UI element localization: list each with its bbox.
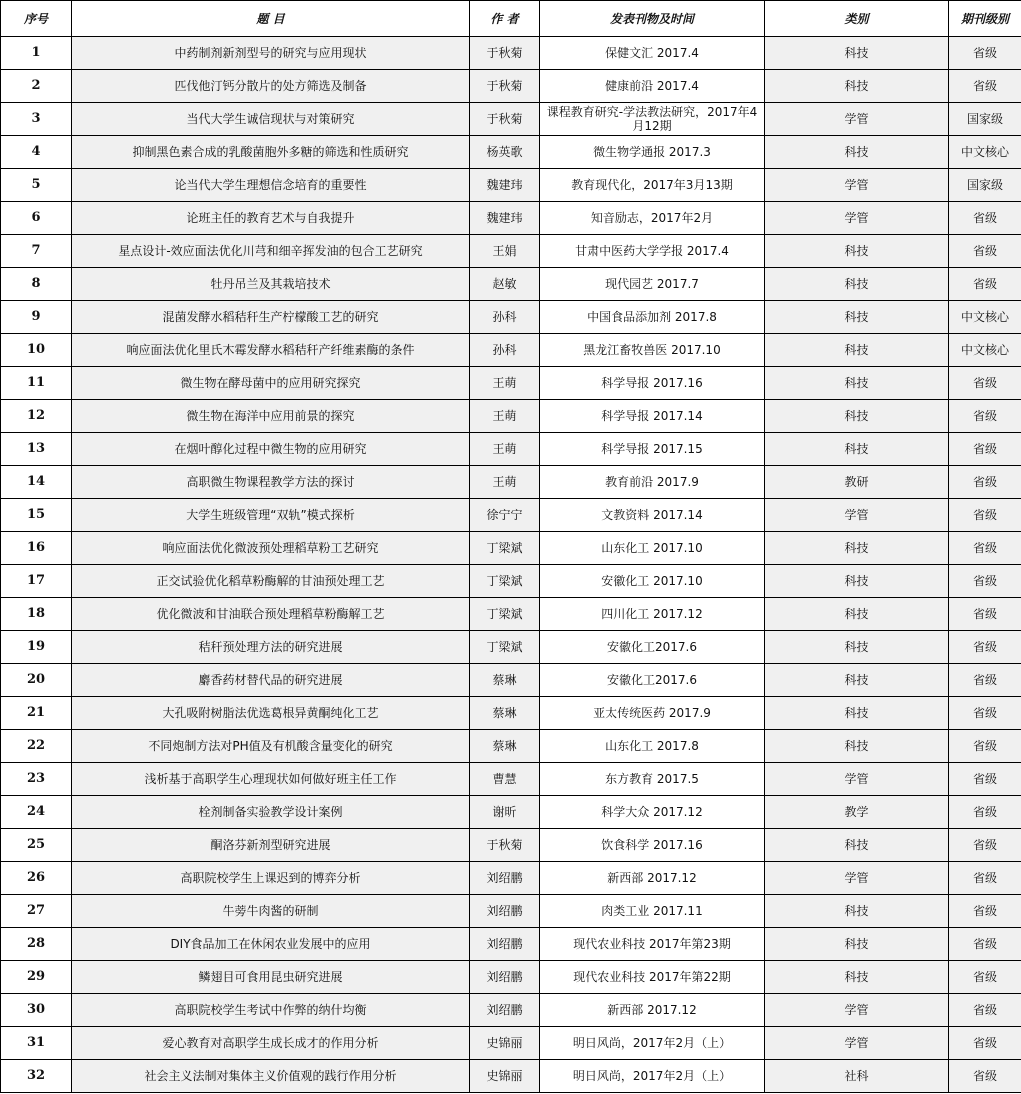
cell-category: 科技 xyxy=(765,631,949,664)
cell-journal: 科学导报 2017.16 xyxy=(540,367,765,400)
cell-category: 科技 xyxy=(765,730,949,763)
cell-level: 省级 xyxy=(949,763,1021,796)
cell-level: 省级 xyxy=(949,631,1021,664)
cell-seq: 6 xyxy=(1,202,72,235)
cell-author: 刘绍鹏 xyxy=(470,961,540,994)
cell-journal: 亚太传统医药 2017.9 xyxy=(540,697,765,730)
cell-category: 社科 xyxy=(765,1060,949,1093)
table-row xyxy=(1,433,1021,466)
cell-journal: 新西部 2017.12 xyxy=(540,994,765,1027)
cell-category: 科技 xyxy=(765,895,949,928)
cell-level: 省级 xyxy=(949,268,1021,301)
cell-category: 科技 xyxy=(765,928,949,961)
cell-author: 史锦丽 xyxy=(470,1027,540,1060)
cell-level: 省级 xyxy=(949,499,1021,532)
cell-author: 王萌 xyxy=(470,433,540,466)
cell-level: 中文核心 xyxy=(949,334,1021,367)
cell-seq: 4 xyxy=(1,136,72,169)
cell-seq: 8 xyxy=(1,268,72,301)
table-row xyxy=(1,400,1021,433)
cell-level: 省级 xyxy=(949,235,1021,268)
cell-seq: 20 xyxy=(1,664,72,697)
cell-seq: 10 xyxy=(1,334,72,367)
cell-seq: 32 xyxy=(1,1060,72,1093)
cell-category: 科技 xyxy=(765,268,949,301)
cell-journal: 微生物学通报 2017.3 xyxy=(540,136,765,169)
table-row xyxy=(1,1060,1021,1093)
cell-level: 省级 xyxy=(949,697,1021,730)
cell-title: 酮洛芬新剂型研究进展 xyxy=(72,829,470,862)
cell-author: 史锦丽 xyxy=(470,1060,540,1093)
cell-author: 徐宁宁 xyxy=(470,499,540,532)
cell-category: 科技 xyxy=(765,829,949,862)
cell-category: 科技 xyxy=(765,367,949,400)
cell-title: 浅析基于高职学生心理现状如何做好班主任工作 xyxy=(72,763,470,796)
cell-category: 科技 xyxy=(765,433,949,466)
cell-category: 学管 xyxy=(765,994,949,1027)
cell-author: 蔡琳 xyxy=(470,664,540,697)
cell-seq: 30 xyxy=(1,994,72,1027)
table-row xyxy=(1,202,1021,235)
table-row xyxy=(1,961,1021,994)
cell-category: 科技 xyxy=(765,598,949,631)
cell-journal: 山东化工 2017.10 xyxy=(540,532,765,565)
cell-author: 于秋菊 xyxy=(470,37,540,70)
cell-author: 于秋菊 xyxy=(470,103,540,136)
cell-journal: 安徽化工 2017.10 xyxy=(540,565,765,598)
cell-journal: 甘肃中医药大学学报 2017.4 xyxy=(540,235,765,268)
cell-seq: 31 xyxy=(1,1027,72,1060)
cell-journal: 安徽化工2017.6 xyxy=(540,664,765,697)
cell-seq: 13 xyxy=(1,433,72,466)
cell-author: 魏建玮 xyxy=(470,202,540,235)
cell-title: 匹伐他汀钙分散片的处方筛选及制备 xyxy=(72,70,470,103)
cell-author: 魏建玮 xyxy=(470,169,540,202)
cell-journal: 健康前沿 2017.4 xyxy=(540,70,765,103)
cell-author: 孙科 xyxy=(470,301,540,334)
cell-level: 省级 xyxy=(949,895,1021,928)
cell-category: 科技 xyxy=(765,235,949,268)
cell-seq: 12 xyxy=(1,400,72,433)
cell-author: 蔡琳 xyxy=(470,730,540,763)
cell-journal: 新西部 2017.12 xyxy=(540,862,765,895)
cell-seq: 27 xyxy=(1,895,72,928)
table-row xyxy=(1,862,1021,895)
header-row xyxy=(1,1,1021,37)
cell-author: 谢昕 xyxy=(470,796,540,829)
table-row xyxy=(1,136,1021,169)
cell-title: 星点设计-效应面法优化川芎和细辛挥发油的包合工艺研究 xyxy=(72,235,470,268)
cell-title: 麝香药材替代品的研究进展 xyxy=(72,664,470,697)
cell-journal: 保健文汇 2017.4 xyxy=(540,37,765,70)
cell-title: 牡丹吊兰及其栽培技术 xyxy=(72,268,470,301)
header-seq: 序号 xyxy=(1,1,72,37)
cell-title: 优化微波和甘油联合预处理稻草粉酶解工艺 xyxy=(72,598,470,631)
cell-journal: 饮食科学 2017.16 xyxy=(540,829,765,862)
cell-seq: 9 xyxy=(1,301,72,334)
cell-seq: 21 xyxy=(1,697,72,730)
cell-seq: 29 xyxy=(1,961,72,994)
cell-category: 科技 xyxy=(765,565,949,598)
cell-seq: 7 xyxy=(1,235,72,268)
table-row xyxy=(1,598,1021,631)
cell-category: 学管 xyxy=(765,499,949,532)
cell-level: 省级 xyxy=(949,598,1021,631)
cell-seq: 23 xyxy=(1,763,72,796)
table-row xyxy=(1,565,1021,598)
cell-author: 孙科 xyxy=(470,334,540,367)
cell-seq: 26 xyxy=(1,862,72,895)
cell-title: 高职院校学生上课迟到的博弈分析 xyxy=(72,862,470,895)
cell-level: 省级 xyxy=(949,1027,1021,1060)
cell-category: 科技 xyxy=(765,334,949,367)
cell-seq: 2 xyxy=(1,70,72,103)
cell-level: 国家级 xyxy=(949,103,1021,136)
table-row xyxy=(1,895,1021,928)
table-row xyxy=(1,631,1021,664)
table-row xyxy=(1,1027,1021,1060)
cell-title: 当代大学生诚信现状与对策研究 xyxy=(72,103,470,136)
table-row xyxy=(1,697,1021,730)
cell-journal: 知音励志，2017年2月 xyxy=(540,202,765,235)
cell-author: 刘绍鹏 xyxy=(470,862,540,895)
table-row xyxy=(1,169,1021,202)
cell-journal: 科学导报 2017.14 xyxy=(540,400,765,433)
table-row xyxy=(1,928,1021,961)
cell-seq: 24 xyxy=(1,796,72,829)
header-level: 期刊级别 xyxy=(949,1,1021,37)
table-row xyxy=(1,367,1021,400)
cell-level: 国家级 xyxy=(949,169,1021,202)
cell-seq: 16 xyxy=(1,532,72,565)
cell-journal: 明日风尚，2017年2月（上） xyxy=(540,1060,765,1093)
cell-title: 正交试验优化稻草粉酶解的甘油预处理工艺 xyxy=(72,565,470,598)
cell-seq: 18 xyxy=(1,598,72,631)
cell-journal: 山东化工 2017.8 xyxy=(540,730,765,763)
table-row xyxy=(1,664,1021,697)
cell-author: 丁梁斌 xyxy=(470,598,540,631)
cell-level: 省级 xyxy=(949,400,1021,433)
cell-journal: 黑龙江畜牧兽医 2017.10 xyxy=(540,334,765,367)
cell-category: 学管 xyxy=(765,763,949,796)
cell-title: 响应面法优化里氏木霉发酵水稻秸秆产纤维素酶的条件 xyxy=(72,334,470,367)
table-row xyxy=(1,235,1021,268)
cell-title: 微生物在海洋中应用前景的探究 xyxy=(72,400,470,433)
cell-journal: 现代园艺 2017.7 xyxy=(540,268,765,301)
cell-seq: 25 xyxy=(1,829,72,862)
cell-journal: 肉类工业 2017.11 xyxy=(540,895,765,928)
cell-journal: 文教资料 2017.14 xyxy=(540,499,765,532)
cell-author: 于秋菊 xyxy=(470,829,540,862)
cell-author: 刘绍鹏 xyxy=(470,928,540,961)
cell-category: 科技 xyxy=(765,136,949,169)
table-row xyxy=(1,532,1021,565)
cell-author: 刘绍鹏 xyxy=(470,895,540,928)
cell-author: 王萌 xyxy=(470,466,540,499)
cell-journal: 安徽化工2017.6 xyxy=(540,631,765,664)
cell-title: 高职院校学生考试中作弊的纳什均衡 xyxy=(72,994,470,1027)
cell-seq: 14 xyxy=(1,466,72,499)
cell-level: 中文核心 xyxy=(949,301,1021,334)
header-journal: 发表刊物及时间 xyxy=(540,1,765,37)
table-row xyxy=(1,829,1021,862)
cell-category: 学管 xyxy=(765,862,949,895)
cell-seq: 1 xyxy=(1,37,72,70)
cell-category: 教研 xyxy=(765,466,949,499)
cell-journal: 科学大众 2017.12 xyxy=(540,796,765,829)
cell-level: 省级 xyxy=(949,466,1021,499)
table-row xyxy=(1,37,1021,70)
cell-author: 赵敏 xyxy=(470,268,540,301)
header-title: 题 目 xyxy=(72,1,470,37)
cell-seq: 19 xyxy=(1,631,72,664)
cell-title: 大学生班级管理“双轨”模式探析 xyxy=(72,499,470,532)
cell-title: 混菌发酵水稻秸秆生产柠檬酸工艺的研究 xyxy=(72,301,470,334)
cell-seq: 17 xyxy=(1,565,72,598)
cell-author: 王萌 xyxy=(470,400,540,433)
cell-title: 社会主义法制对集体主义价值观的践行作用分析 xyxy=(72,1060,470,1093)
cell-seq: 3 xyxy=(1,103,72,136)
cell-level: 省级 xyxy=(949,37,1021,70)
cell-journal: 科学导报 2017.15 xyxy=(540,433,765,466)
cell-title: 高职微生物课程教学方法的探讨 xyxy=(72,466,470,499)
cell-title: 论当代大学生理想信念培育的重要性 xyxy=(72,169,470,202)
cell-category: 学管 xyxy=(765,103,949,136)
cell-title: 秸秆预处理方法的研究进展 xyxy=(72,631,470,664)
cell-level: 省级 xyxy=(949,565,1021,598)
cell-seq: 5 xyxy=(1,169,72,202)
cell-level: 省级 xyxy=(949,862,1021,895)
cell-category: 科技 xyxy=(765,961,949,994)
cell-title: 在烟叶醇化过程中微生物的应用研究 xyxy=(72,433,470,466)
cell-author: 丁梁斌 xyxy=(470,532,540,565)
cell-author: 曹慧 xyxy=(470,763,540,796)
table-row xyxy=(1,466,1021,499)
cell-author: 王娟 xyxy=(470,235,540,268)
cell-level: 省级 xyxy=(949,532,1021,565)
table-row xyxy=(1,499,1021,532)
cell-journal: 教育前沿 2017.9 xyxy=(540,466,765,499)
cell-level: 省级 xyxy=(949,796,1021,829)
cell-level: 省级 xyxy=(949,367,1021,400)
cell-category: 学管 xyxy=(765,202,949,235)
cell-title: 牛蒡牛肉酱的研制 xyxy=(72,895,470,928)
cell-category: 教学 xyxy=(765,796,949,829)
cell-journal: 中国食品添加剂 2017.8 xyxy=(540,301,765,334)
cell-level: 省级 xyxy=(949,994,1021,1027)
table-row xyxy=(1,301,1021,334)
cell-category: 科技 xyxy=(765,664,949,697)
table-row xyxy=(1,103,1021,136)
table-row xyxy=(1,763,1021,796)
cell-level: 省级 xyxy=(949,730,1021,763)
cell-category: 科技 xyxy=(765,697,949,730)
cell-level: 省级 xyxy=(949,202,1021,235)
cell-category: 科技 xyxy=(765,532,949,565)
cell-seq: 28 xyxy=(1,928,72,961)
table-row xyxy=(1,796,1021,829)
cell-title: DIY食品加工在休闲农业发展中的应用 xyxy=(72,928,470,961)
table-row xyxy=(1,334,1021,367)
cell-level: 省级 xyxy=(949,664,1021,697)
cell-level: 省级 xyxy=(949,961,1021,994)
table-row xyxy=(1,730,1021,763)
cell-author: 于秋菊 xyxy=(470,70,540,103)
cell-title: 响应面法优化微波预处理稻草粉工艺研究 xyxy=(72,532,470,565)
cell-title: 爱心教育对高职学生成长成才的作用分析 xyxy=(72,1027,470,1060)
header-category: 类别 xyxy=(765,1,949,37)
table-row xyxy=(1,268,1021,301)
cell-author: 杨英歌 xyxy=(470,136,540,169)
cell-category: 科技 xyxy=(765,400,949,433)
cell-title: 中药制剂新剂型号的研究与应用现状 xyxy=(72,37,470,70)
cell-level: 省级 xyxy=(949,70,1021,103)
cell-category: 科技 xyxy=(765,37,949,70)
cell-title: 栓剂制备实验教学设计案例 xyxy=(72,796,470,829)
cell-level: 省级 xyxy=(949,928,1021,961)
cell-title: 论班主任的教育艺术与自我提升 xyxy=(72,202,470,235)
cell-journal: 教育现代化，2017年3月13期 xyxy=(540,169,765,202)
header-author: 作 者 xyxy=(470,1,540,37)
cell-category: 科技 xyxy=(765,301,949,334)
cell-title: 微生物在酵母菌中的应用研究探究 xyxy=(72,367,470,400)
cell-title: 不同炮制方法对PH值及有机酸含量变化的研究 xyxy=(72,730,470,763)
cell-category: 学管 xyxy=(765,1027,949,1060)
cell-title: 鳞翅目可食用昆虫研究进展 xyxy=(72,961,470,994)
cell-level: 省级 xyxy=(949,829,1021,862)
cell-author: 蔡琳 xyxy=(470,697,540,730)
cell-seq: 11 xyxy=(1,367,72,400)
cell-author: 王萌 xyxy=(470,367,540,400)
table-row xyxy=(1,994,1021,1027)
cell-title: 大孔吸附树脂法优选葛根异黄酮纯化工艺 xyxy=(72,697,470,730)
cell-journal: 课程教育研究-学法教法研究，2017年4月12期 xyxy=(540,103,765,136)
cell-author: 刘绍鹏 xyxy=(470,994,540,1027)
cell-level: 省级 xyxy=(949,433,1021,466)
table-row xyxy=(1,70,1021,103)
cell-author: 丁梁斌 xyxy=(470,565,540,598)
cell-category: 科技 xyxy=(765,70,949,103)
cell-seq: 15 xyxy=(1,499,72,532)
cell-level: 省级 xyxy=(949,1060,1021,1093)
cell-journal: 现代农业科技 2017年第23期 xyxy=(540,928,765,961)
table-body xyxy=(1,37,1021,1093)
cell-author: 丁梁斌 xyxy=(470,631,540,664)
cell-journal: 东方教育 2017.5 xyxy=(540,763,765,796)
cell-journal: 四川化工 2017.12 xyxy=(540,598,765,631)
cell-journal: 现代农业科技 2017年第22期 xyxy=(540,961,765,994)
cell-journal: 明日风尚，2017年2月（上） xyxy=(540,1027,765,1060)
cell-title: 抑制黑色素合成的乳酸菌胞外多糖的筛选和性质研究 xyxy=(72,136,470,169)
cell-level: 中文核心 xyxy=(949,136,1021,169)
cell-seq: 22 xyxy=(1,730,72,763)
cell-category: 学管 xyxy=(765,169,949,202)
